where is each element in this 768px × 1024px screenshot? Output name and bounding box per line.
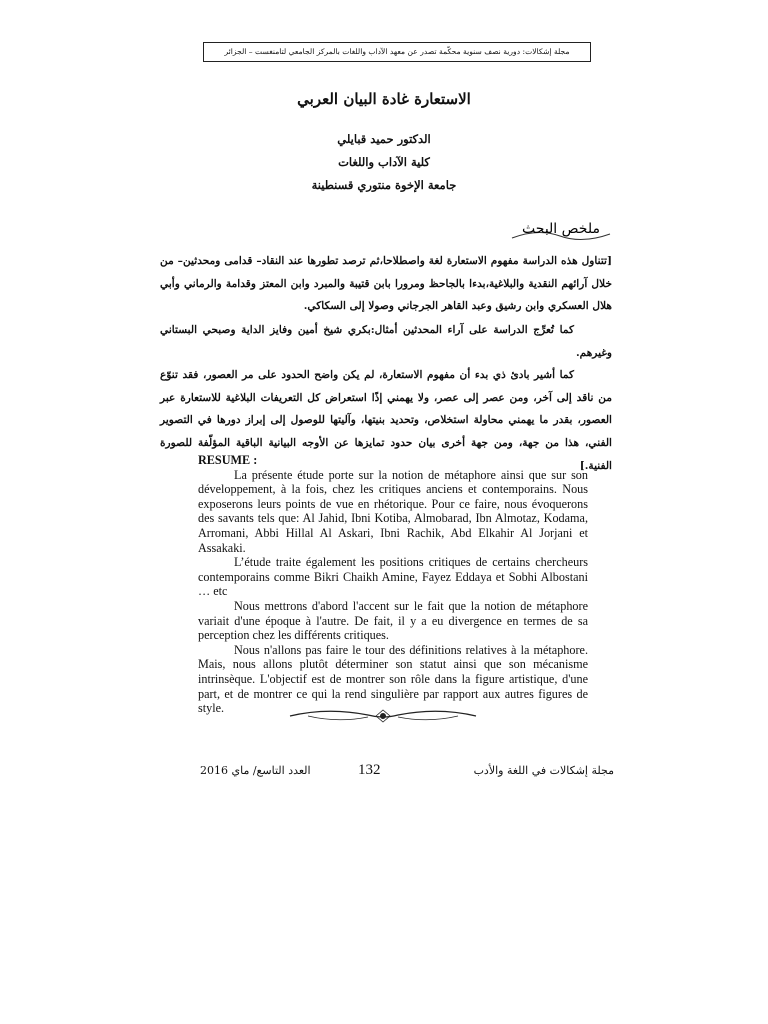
author-university: جامعة الإخوة منتوري قسنطينة [311, 178, 457, 192]
footer-journal: مجلة إشكالات في اللغة والأدب [473, 764, 614, 777]
resume-heading: RESUME : [198, 453, 258, 467]
footer-issue: العدد التاسع/ ماي 2016 [200, 764, 311, 777]
journal-header-text: مجلة إشكالات: دورية نصف سنوية محكّمة تصدر عن معهد الآداب واللغات بالمركز الجامعي لتامنغست – الجزائر [224, 47, 570, 56]
resume-paragraph-2: L’étude traite également les positions critiques de certains chercheurs contemporains comme Bikri Chaikh Amine, Fayez Eddaya et Sobhi Albostani … etc [198, 555, 588, 599]
resume-paragraph-4: Nous n'allons pas faire le tour des définitions relatives à la métaphore. Mais, nous allons plutôt déterminer son statut ainsi que son mécanisme intrinsèque. L'objectif est de montrer son rôle dans la figure artistique, d'une part, et de montrer ce qui la rend singulière par rapport aux autres figures de style. [198, 642, 588, 716]
footer-page-number: 132 [358, 762, 381, 778]
arabic-abstract-text-3: كما أشير بادئ ذي بدء أن مفهوم الاستعارة، لم يكن واضح الحدود على مر العصور، فقد تنوّع من ناقد إلى آخر، ومن عصر إلى عصر، ولا يهمني إذًا استعراض كل التعريفات البلاغية للاستعارة عبر العصور، بقدر ما يهمني محاولة استخلاص، وتحديد بنيتها، وآليتها للوصول إلى إبراز دورها في التصوير الفني، هذا من جهة، ومن جهة أخرى بيان حدود تمايزها عن الأوجه البيانية الباقية المؤلّفة للصورة الفنية.] [160, 369, 612, 472]
arabic-abstract-paragraph-2 [160, 319, 612, 364]
arabic-abstract-text-2: كما تُعرِّج الدراسة على آراء المحدثين أمثال:بكري شيخ أمين وفايز الداية وصبحي البستاني وغيرهم. [160, 324, 612, 359]
arabic-abstract-paragraph-1 [160, 250, 612, 318]
abstract-heading-text: ملخص البحث [522, 221, 600, 237]
arabic-abstract-text-1: [تتناول هذه الدراسة مفهوم الاستعارة لغة واصطلاحا،ثم ترصد تطورها عند النقاد– قدامى ومحدثين– من خلال آرائهم النقدية والبلاغية،بدءا بالجاحظ ومرورا بابن قتيبة والمبرد وابن المعتز وقدامة والرماني وأبي هلال العسكري وابن رشيق وعبد القاهر الجرجاني وصولا إلى السكاكي. [160, 255, 612, 313]
french-resume [198, 453, 588, 716]
author-name: الدكتور حميد قبايلي [337, 132, 431, 146]
author-faculty: كلية الآداب واللغات [338, 155, 430, 169]
resume-paragraph-1: La présente étude porte sur la notion de métaphore ainsi que sur son développement, à la fois, chez les critiques anciens et contemporains. Nous exposerons leurs points de vue en rhétorique. Pour ce faire, nous évoquerons des savants tels que: Al Jahid, Ibni Kotiba, Almobarad, Ibn Almotaz, Kodama, Arromani, Abbi Hillal Al Askari, Ibni Rachik, Abd Elkahir Al Jorjani et Assakaki. [198, 467, 588, 555]
ornament-divider [288, 705, 478, 727]
resume-paragraph-3: Nous mettrons d'abord l'accent sur le fait que la notion de métaphore variait d'une époque à l'autre. De fait, il y a eu divergence en termes de sa perception chez les différents critiques. [198, 598, 588, 643]
article-title: الاستعارة غادة البيان العربي [297, 90, 471, 108]
abstract-calligraphy-heading [508, 208, 614, 248]
journal-header-box [203, 42, 591, 62]
